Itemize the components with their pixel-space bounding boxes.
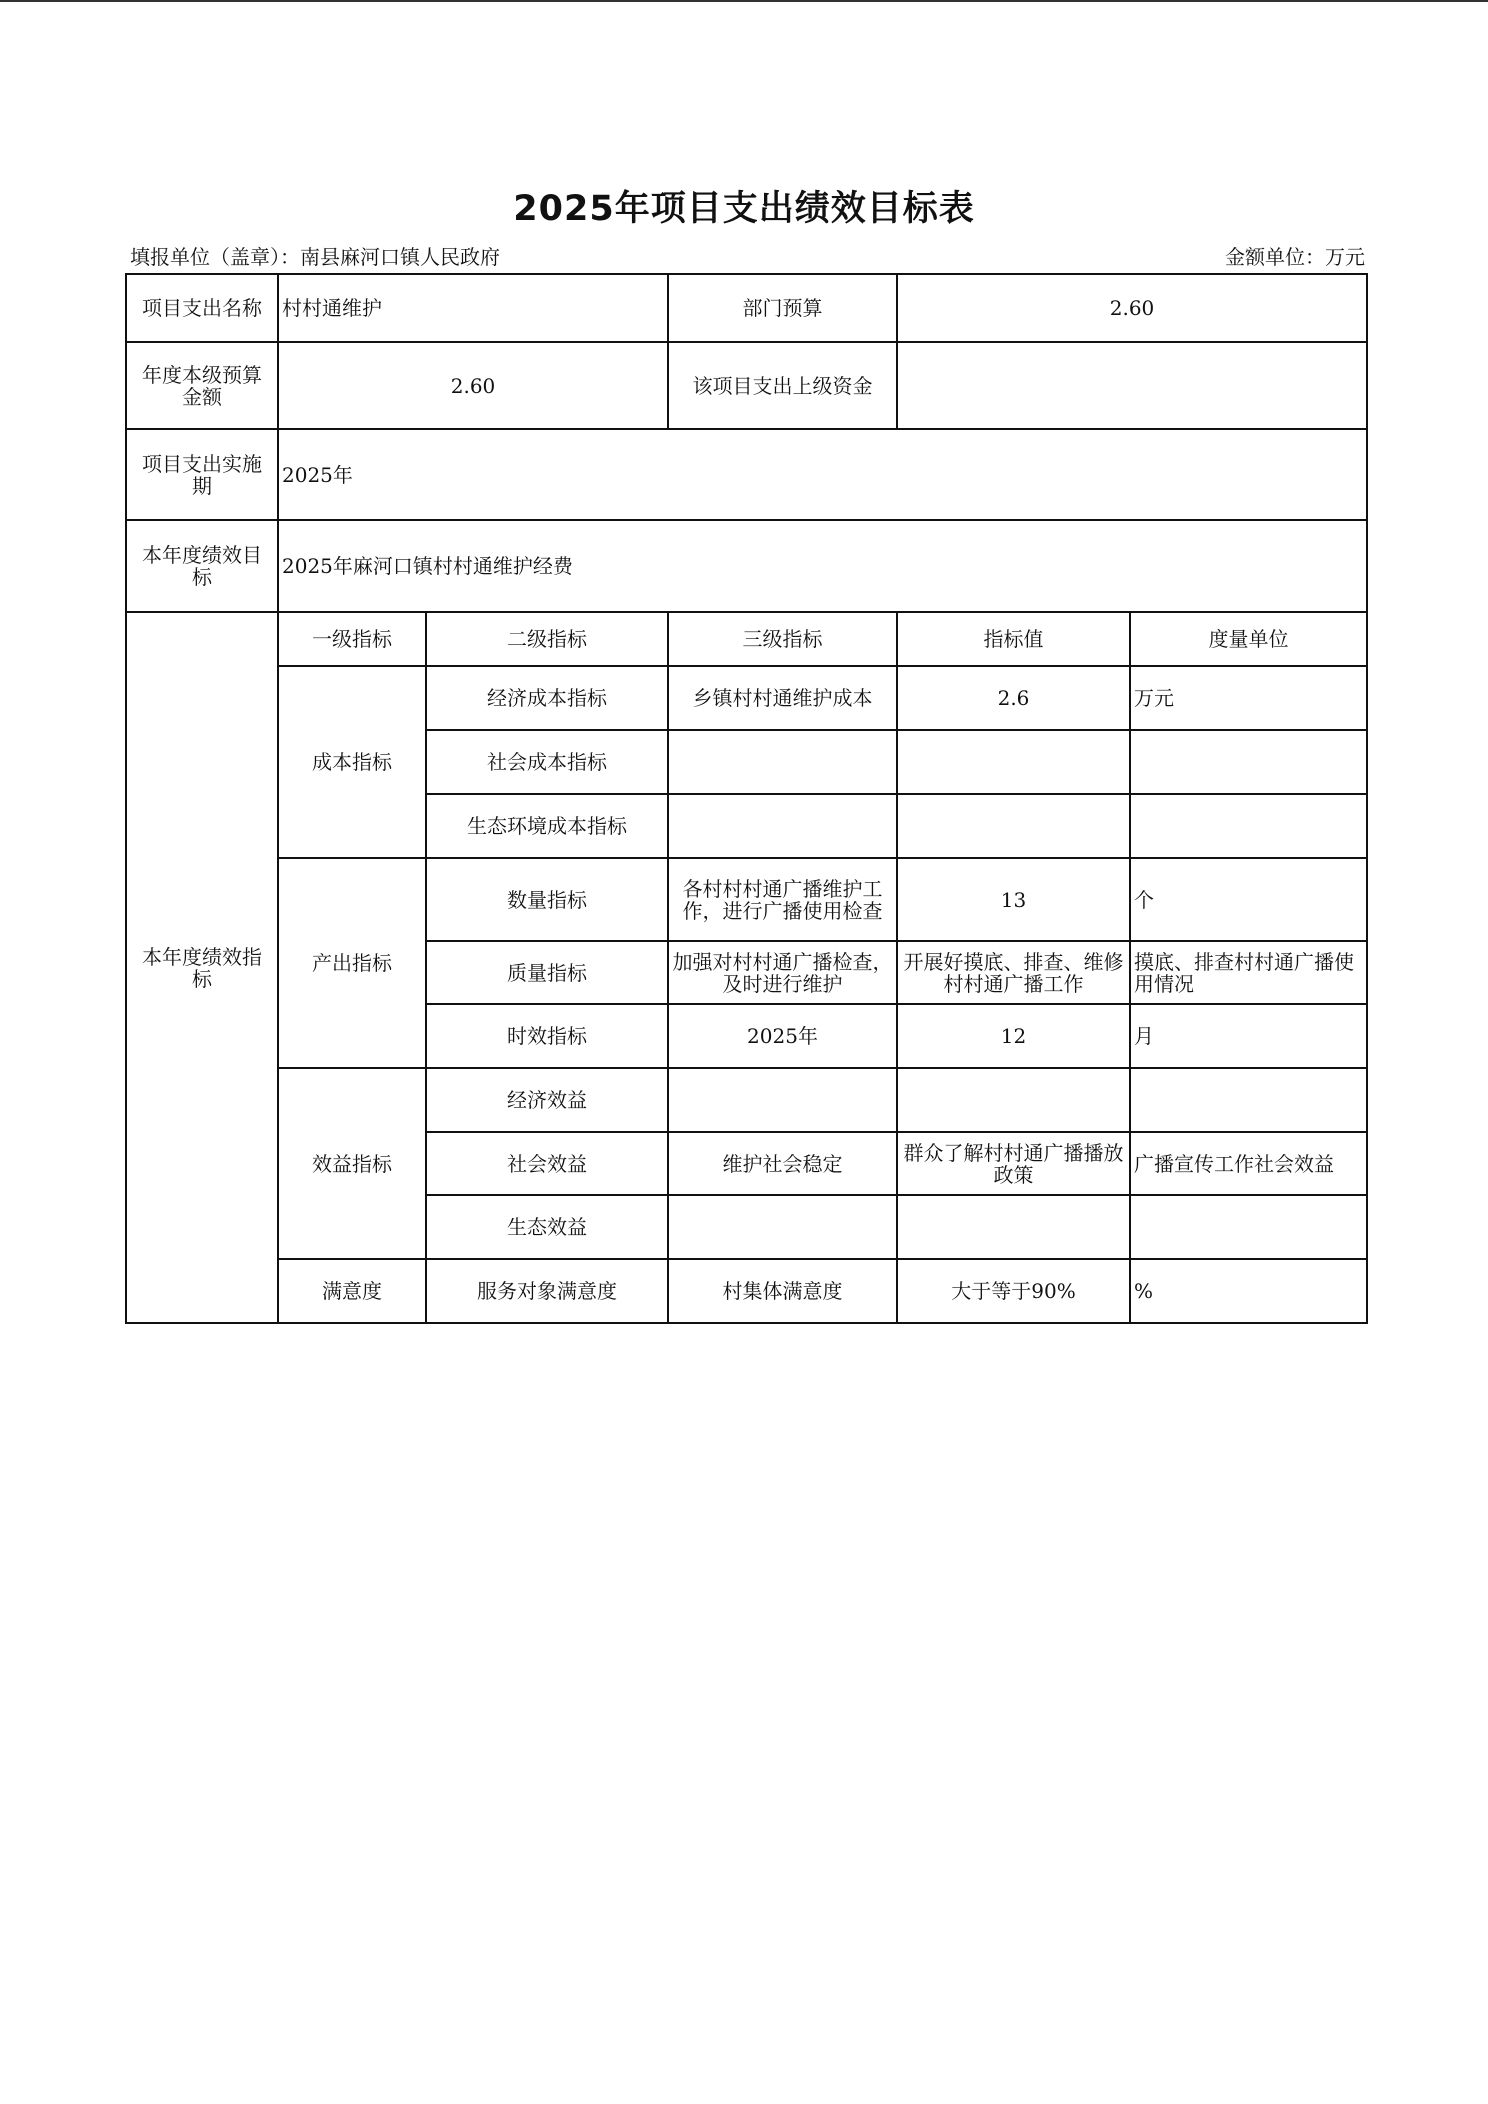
value-cell: [897, 1195, 1130, 1259]
annual-budget-row: [126, 342, 1367, 429]
header-unit: 度量单位: [1130, 612, 1367, 666]
header-level2: 二级指标: [426, 612, 668, 666]
level3-cell: 2025年: [668, 1004, 897, 1068]
output-indicator-group: 产出指标: [278, 858, 426, 1068]
value-cell: [897, 1068, 1130, 1132]
table-row: [126, 1259, 1367, 1323]
unit-cell: %: [1130, 1259, 1367, 1323]
unit-cell: [1130, 794, 1367, 858]
implementation-period-label: 项目支出实施期: [126, 429, 278, 520]
upper-funds-label: 该项目支出上级资金: [668, 342, 897, 429]
level2-cell: 质量指标: [426, 941, 668, 1004]
level3-cell: [668, 794, 897, 858]
satisfaction-group: 满意度: [278, 1259, 426, 1323]
unit-cell: 摸底、排查村村通广播使用情况: [1130, 941, 1367, 1004]
unit-cell: 广播宣传工作社会效益: [1130, 1132, 1367, 1195]
level2-cell: 社会效益: [426, 1132, 668, 1195]
annual-budget-value: 2.60: [278, 342, 668, 429]
level2-cell: 服务对象满意度: [426, 1259, 668, 1323]
level2-cell: 生态效益: [426, 1195, 668, 1259]
indicator-header-row: [126, 612, 1367, 666]
level3-cell: [668, 730, 897, 794]
annual-budget-label: 年度本级预算金额: [126, 342, 278, 429]
annual-goal-row: [126, 520, 1367, 612]
unit-cell: 个: [1130, 858, 1367, 941]
performance-target-table: [125, 273, 1368, 1324]
value-cell: 开展好摸底、排查、维修村村通广播工作: [897, 941, 1130, 1004]
project-name-value: 村村通维护: [278, 274, 668, 342]
value-cell: 群众了解村村通广播播放政策: [897, 1132, 1130, 1195]
amount-unit: 金额单位：万元: [1225, 245, 1365, 269]
level2-cell: 社会成本指标: [426, 730, 668, 794]
unit-cell: [1130, 730, 1367, 794]
value-cell: 2.6: [897, 666, 1130, 730]
annual-indicator-label: 本年度绩效指标: [126, 612, 278, 1323]
dept-budget-label: 部门预算: [668, 274, 897, 342]
level3-cell: 乡镇村村通维护成本: [668, 666, 897, 730]
table-row: [126, 666, 1367, 730]
project-name-label: 项目支出名称: [126, 274, 278, 342]
level3-cell: 各村村村通广播维护工作，进行广播使用检查: [668, 858, 897, 941]
level2-cell: 经济效益: [426, 1068, 668, 1132]
unit-cell: 万元: [1130, 666, 1367, 730]
implementation-period-row: [126, 429, 1367, 520]
header-level3: 三级指标: [668, 612, 897, 666]
level3-cell: 加强对村村通广播检查，及时进行维护: [668, 941, 897, 1004]
level3-cell: [668, 1068, 897, 1132]
top-border-line: [0, 0, 1488, 2]
unit-cell: 月: [1130, 1004, 1367, 1068]
dept-budget-value: 2.60: [897, 274, 1367, 342]
value-cell: [897, 730, 1130, 794]
level3-cell: [668, 1195, 897, 1259]
level2-cell: 经济成本指标: [426, 666, 668, 730]
level3-cell: 村集体满意度: [668, 1259, 897, 1323]
unit-cell: [1130, 1195, 1367, 1259]
value-cell: 12: [897, 1004, 1130, 1068]
implementation-period-value: 2025年: [278, 429, 1367, 520]
level2-cell: 生态环境成本指标: [426, 794, 668, 858]
upper-funds-value: [897, 342, 1367, 429]
cost-indicator-group: 成本指标: [278, 666, 426, 858]
table-row: [126, 1068, 1367, 1132]
value-cell: 大于等于90%: [897, 1259, 1130, 1323]
benefit-indicator-group: 效益指标: [278, 1068, 426, 1259]
annual-goal-value: 2025年麻河口镇村村通维护经费: [278, 520, 1367, 612]
level2-cell: 时效指标: [426, 1004, 668, 1068]
level2-cell: 数量指标: [426, 858, 668, 941]
reporting-unit: 填报单位（盖章）：南县麻河口镇人民政府: [130, 245, 500, 269]
value-cell: 13: [897, 858, 1130, 941]
annual-goal-label: 本年度绩效目标: [126, 520, 278, 612]
table-row: [126, 858, 1367, 941]
project-name-row: [126, 274, 1367, 342]
value-cell: [897, 794, 1130, 858]
level3-cell: 维护社会稳定: [668, 1132, 897, 1195]
unit-cell: [1130, 1068, 1367, 1132]
header-value: 指标值: [897, 612, 1130, 666]
header-level1: 一级指标: [278, 612, 426, 666]
page-title: 2025年项目支出绩效目标表: [513, 189, 975, 229]
